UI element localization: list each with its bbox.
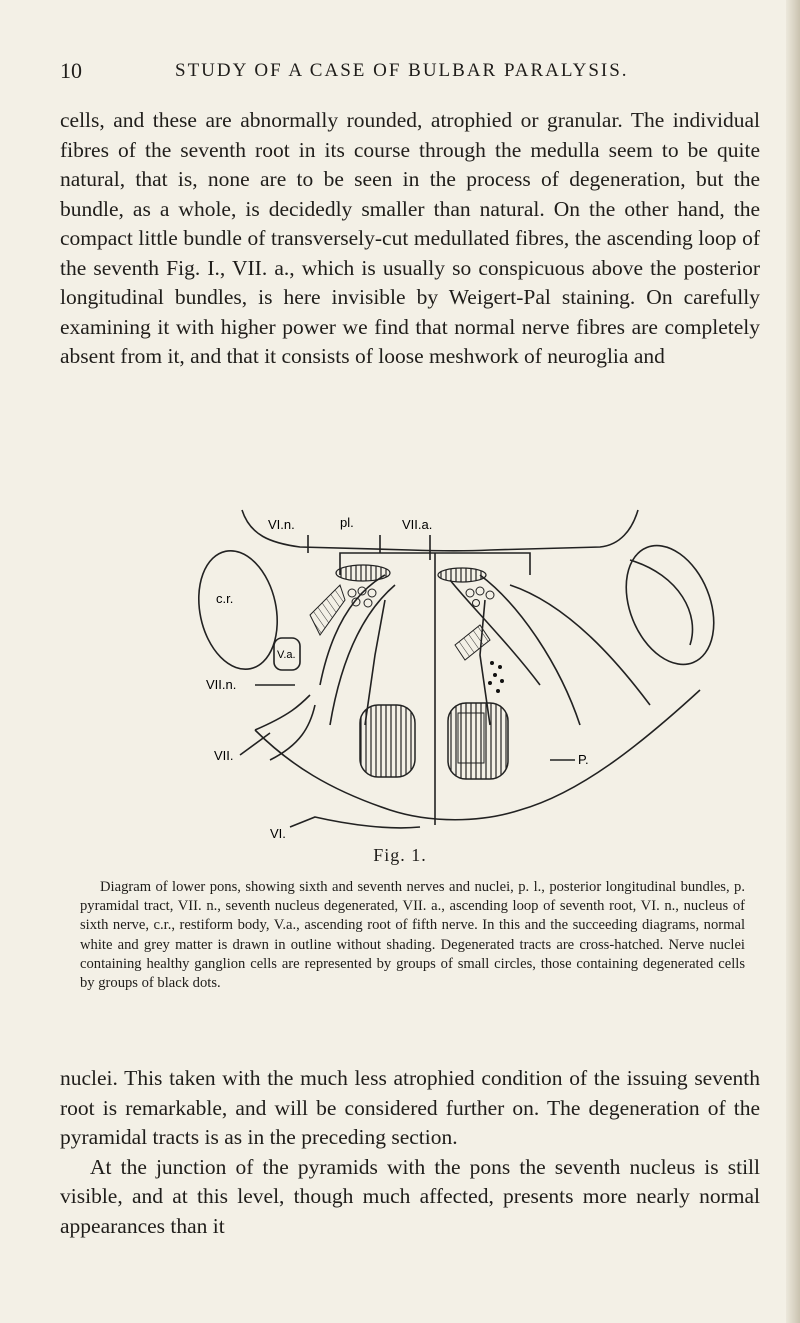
label-p: P. bbox=[578, 752, 589, 767]
running-head bbox=[0, 58, 800, 88]
page-number: 10 bbox=[60, 58, 82, 83]
seventh-root-bundle bbox=[310, 585, 345, 635]
ascending-fibres bbox=[455, 625, 490, 660]
label-vi: VI. bbox=[270, 826, 286, 841]
figure-caption bbox=[80, 878, 745, 993]
body-paragraph-top: cells, and these are abnormally rounded, atrophied or granular. The individual fibres of the seventh root in its course through the medulla seem to be quite natural, that is, none are to be seen in the process of degeneration, but the bundle, as a whole, is decidedly smaller than natural. On the other hand, the compact little bundle of transversely-cut medullated fibres, the ascending loop of the seventh Fig. I., VII. a., which is usually so conspicuous above the posterior longitudinal bundles, is here invisible by Weigert-Pal staining. On carefully examining it with higher power we find that normal nerve fibres are completely absent from it, and that it consists of loose meshwork of neuroglia and bbox=[60, 108, 760, 368]
figure-number: Fig. 1. bbox=[373, 845, 427, 865]
body-paragraphs-bottom bbox=[60, 1064, 760, 1241]
label-vii-n: VII.n. bbox=[206, 677, 237, 692]
label-pl: pl. bbox=[340, 515, 354, 530]
label-vii-a: VII.a. bbox=[402, 517, 433, 532]
label-cr: c.r. bbox=[216, 591, 234, 606]
body-paragraph-bottom-2-text: At the junction of the pyramids with the pons the seventh nucleus is still visible, and at this level, though much affected, presents more nearly normal appearances than it bbox=[60, 1154, 760, 1238]
label-va: V.a. bbox=[277, 649, 296, 661]
figure-diagram bbox=[180, 505, 740, 850]
posterior-longitudinal-bundle-left bbox=[336, 565, 390, 581]
label-vi-n: VI.n. bbox=[268, 517, 295, 532]
body-paragraph-bottom-2 bbox=[60, 1153, 760, 1242]
pons-diagram bbox=[180, 505, 740, 850]
page-edge-shadow bbox=[786, 0, 800, 1323]
pyramidal-tract-left bbox=[360, 705, 415, 777]
label-vii: VII. bbox=[214, 748, 234, 763]
seventh-nucleus-degenerated-dots bbox=[488, 661, 504, 693]
figure-caption-text: Diagram of lower pons, showing sixth and seventh nerves and nuclei, p. l., posterior longitudinal bundles, p. pyramidal tract, VII. n., seventh nucleus degenerated, VII. a., ascending loop of seventh root, VI. n., nucleus of sixth nerve, c.r., restiform body, V.a., ascending root of fifth nerve. In this and the succeeding diagrams, normal white and grey matter is drawn in outline without shading. Degenerated tracts are cross-hatched. Nerve nuclei containing healthy ganglion cells are represented by groups of small circles, those containing degenerated cells by groups of black dots. bbox=[80, 879, 745, 992]
running-title: STUDY OF A CASE OF BULBAR PARALYSIS. bbox=[175, 60, 629, 81]
sixth-nucleus-cells bbox=[348, 587, 494, 607]
posterior-longitudinal-bundle-right bbox=[438, 568, 486, 582]
pyramidal-tract-right bbox=[448, 703, 508, 779]
pons-outline bbox=[188, 510, 730, 828]
body-paragraph-bottom-1: nuclei. This taken with the much less atrophied condition of the issuing seventh root is remarkable, and will be considered further on. The degeneration of the pyramidal tracts is as in the preceding section. bbox=[60, 1066, 760, 1149]
